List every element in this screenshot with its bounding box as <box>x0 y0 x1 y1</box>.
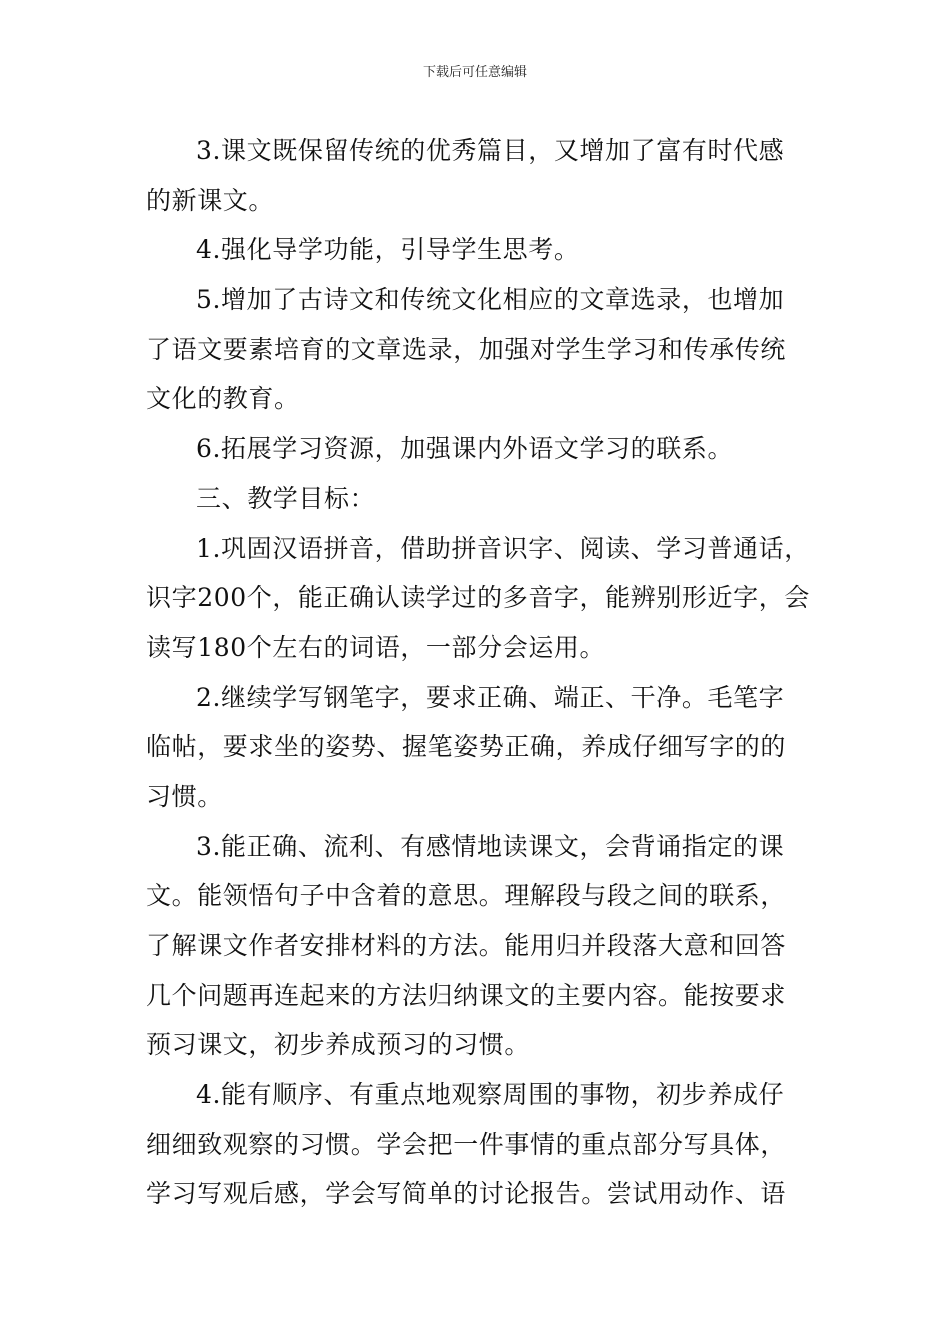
text-line: 了解课文作者安排材料的方法。能用归并段落大意和回答 <box>146 931 787 960</box>
text-line: 学习写观后感，学会写简单的讨论报告。尝试用动作、语 <box>146 1179 787 1209</box>
text-line: 4.能有顺序、有重点地观察周围的事物，初步养成仔 <box>196 1080 785 1110</box>
text-line: 识字200个，能正确认读学过的多音字，能辨别形近字，会 <box>146 583 810 613</box>
text-line: 文化的教育。 <box>146 384 300 414</box>
text-line: 2.继续学写钢笔字，要求正确、端正、干净。毛笔字 <box>196 682 785 712</box>
text-line: 文。能领悟句子中含着的意思。理解段与段之间的联系， <box>146 881 787 911</box>
text-line: 读写180个左右的词语，一部分会运用。 <box>146 632 606 662</box>
text-line: 几个问题再连起来的方法归纳课文的主要内容。能按要求 <box>146 980 787 1010</box>
text-line: 临帖，要求坐的姿势、握笔姿势正确，养成仔细写字的的 <box>146 732 787 762</box>
text-line: 了语文要素培育的文章选录，加强对学生学习和传承传统 <box>146 334 787 364</box>
text-line: 习惯。 <box>146 781 223 811</box>
text-line: 细细致观察的习惯。学会把一件事情的重点部分写具体， <box>146 1129 787 1159</box>
text-line: 的新课文。 <box>146 185 275 215</box>
text-line: 3.能正确、流利、有感情地读课文，会背诵指定的课 <box>196 831 785 861</box>
document-body <box>146 126 810 1219</box>
text-line: 5.增加了古诗文和传统文化相应的文章选录，也增加 <box>196 285 785 315</box>
text-line: 4.强化导学功能，引导学生思考。 <box>196 235 580 265</box>
text-line: 预习课文，初步养成预习的习惯。 <box>146 1030 531 1060</box>
text-line: 3.课文既保留传统的优秀篇目，又增加了富有时代感 <box>196 136 785 165</box>
text-line: 6.拓展学习资源，加强课内外语文学习的联系。 <box>196 434 734 464</box>
section-heading: 三、教学目标： <box>196 483 376 513</box>
text-line: 1.巩固汉语拼音，借助拼音识字、阅读、学习普通话， <box>196 533 810 563</box>
page-header: 下载后可任意编辑 <box>422 65 527 80</box>
